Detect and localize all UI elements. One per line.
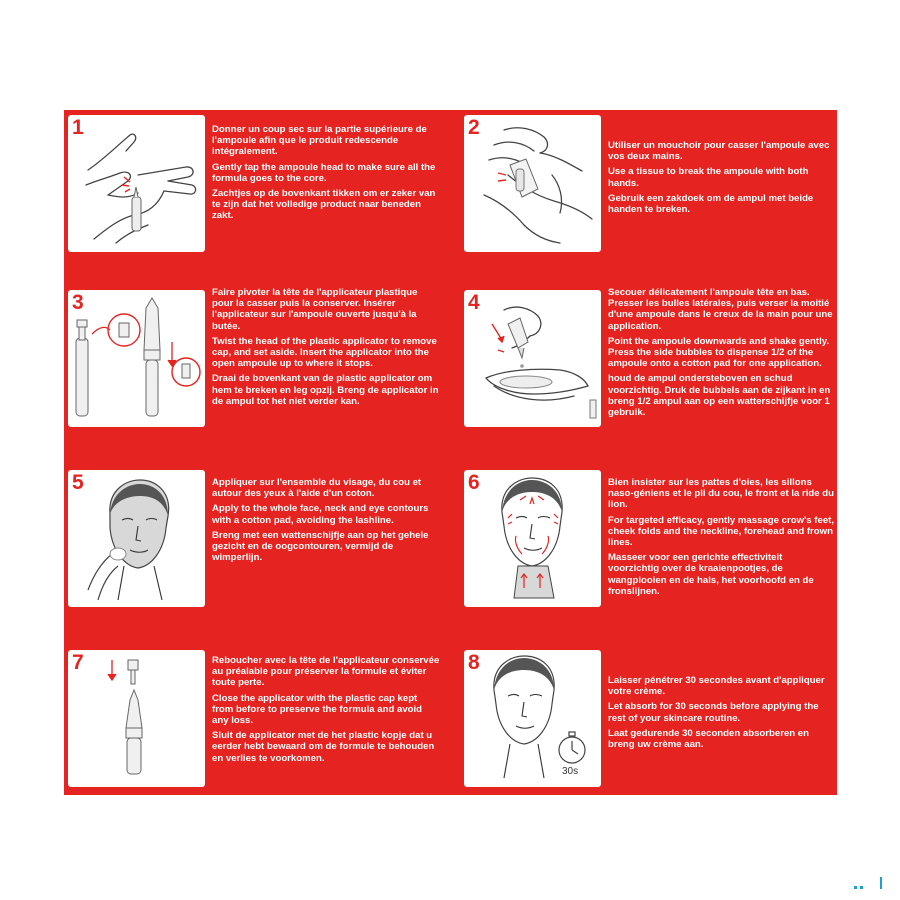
face-massage-icon: [464, 470, 601, 607]
step-1: [64, 110, 444, 260]
step-number: 6: [468, 471, 480, 494]
step-7-illustration: [68, 650, 205, 787]
step-2: [460, 110, 840, 260]
text-en: For targeted efficacy, gently massage crow's feet, cheek folds and the neckline, forehead and frown lines.: [608, 514, 835, 549]
recap-ampoule-icon: [68, 650, 205, 787]
timer-label: 30s: [562, 766, 579, 777]
text-en: Apply to the whole face, neck and eye contours with a cotton pad, avoiding the lashline.: [212, 503, 429, 526]
text-fr: Bien insister sur les pattes d'oies, les sillons naso-géniens et le pli du cou, le front et la ride du lion.: [608, 477, 835, 511]
text-nl: Breng met een wattenschijfje aan op het gehele gezicht en de oogcontouren, vermijd de wimperlijn.: [212, 529, 429, 564]
text-nl: Sluit de applicator met de het plastic kopje dat u eerder hebt bewaard om de formule te behouden en verlies te voorkomen.: [212, 730, 435, 764]
step-6-text: [608, 477, 836, 601]
break-ampoule-icon: [464, 115, 601, 252]
text-nl: Gebruik een zakdoek om de ampul met beide handen te breken.: [608, 192, 814, 216]
text-nl: Zachtjes op de bovenkant tikken om er zeker van te zijn dat het volledige product naar beneden zakt.: [212, 188, 436, 222]
step-5-text: [212, 477, 440, 567]
step-number: 8: [468, 651, 480, 674]
text-en: Let absorb for 30 seconds before applying the rest of your skincare routine.: [608, 701, 819, 724]
step-8-illustration: [464, 650, 601, 787]
text-nl: Laat gedurende 30 seconden absorberen en breng uw crème aan.: [608, 727, 809, 751]
step-7: [64, 645, 444, 795]
text-en: Use a tissue to break the ampoule with both hands.: [608, 166, 809, 189]
step-4-illustration: [464, 290, 601, 427]
text-en: Close the applicator with the plastic cap kept from before to preserve the formula and avoid any loss.: [212, 692, 423, 727]
step-6-illustration: [464, 470, 601, 607]
face-timer-icon: [464, 650, 601, 787]
text-fr: Donner un coup sec sur la partie supérieure de l'ampoule afin que le produit redescende intégralement.: [212, 124, 427, 158]
instructions-panel: [64, 110, 837, 795]
text-nl: Draai de bovenkant van de plastic applicator om hem te breken en leg opzij. Breng de applicator in de ampul tot het niet verder kan.: [212, 373, 439, 407]
step-6: [460, 465, 840, 615]
step-2-text: [608, 140, 836, 219]
text-fr: Reboucher avec la tête de l'applicateur conservée au préalable pour préserver la formule et éviter toute perte.: [212, 655, 440, 689]
text-fr: Secouer délicatement l'ampoule tête en bas. Presser les bulles latérales, puis verser la moitié d'une ampoule dans le creux de la main pour une application.: [608, 287, 833, 332]
step-4-text: [608, 287, 836, 422]
step-number: 4: [468, 291, 480, 314]
tap-ampoule-icon: [68, 115, 205, 252]
step-3: [64, 285, 444, 435]
step-2-illustration: [464, 115, 601, 252]
step-4: [460, 285, 840, 435]
step-1-illustration: [68, 115, 205, 252]
step-number: 7: [72, 651, 84, 674]
text-nl: houd de ampul ondersteboven en schud voorzichtig. Druk de bubbels aan de zijkant in en breng 1/2 ampul aan op een watterschijfje voor 1 gebruik.: [608, 373, 831, 419]
step-number: 3: [72, 291, 84, 314]
text-fr: Laisser pénétrer 30 secondes avant d'appliquer votre crème.: [608, 675, 825, 698]
step-number: 1: [72, 116, 84, 139]
text-en: Twist the head of the plastic applicator to remove cap, and set aside. Insert the applicator into the open ampoule up to where it stops.: [212, 335, 437, 370]
dispense-cotton-icon: [464, 290, 601, 427]
step-1-text: [212, 124, 440, 226]
brand-mark-icon: [852, 874, 892, 894]
step-number: 2: [468, 116, 480, 139]
text-nl: Masseer voor een gerichte effectiviteit voorzichtig over de kraaienpootjes, de wangplooien en de hals, het voorhoofd en de fronslijnen.: [608, 552, 814, 597]
step-8: [460, 645, 840, 795]
step-5-illustration: [68, 470, 205, 607]
step-3-illustration: [68, 290, 205, 427]
text-en: Point the ampoule downwards and shake gently. Press the side bubbles to dispense 1/2 of the ampoule onto a cotton pad for one application.: [608, 335, 830, 370]
step-3-text: [212, 287, 440, 411]
step-7-text: [212, 655, 440, 768]
step-8-text: [608, 675, 836, 754]
face-cotton-icon: [68, 470, 205, 607]
text-en: Gently tap the ampoule head to make sure all the formula goes to the core.: [212, 161, 436, 184]
step-number: 5: [72, 471, 84, 494]
text-fr: Utiliser un mouchoir pour casser l'ampoule avec vos deux mains.: [608, 140, 830, 163]
text-fr: Faire pivoter la tête de l'applicateur plastique pour la casser puis la conserver. Insérer l'applicateur sur l'ampoule ouverte jusqu'à la butée.: [212, 287, 418, 332]
step-5: [64, 465, 444, 615]
applicator-icon: [68, 290, 205, 427]
text-fr: Appliquer sur l'ensemble du visage, du cou et autour des yeux à l'aide d'un coton.: [212, 477, 422, 500]
